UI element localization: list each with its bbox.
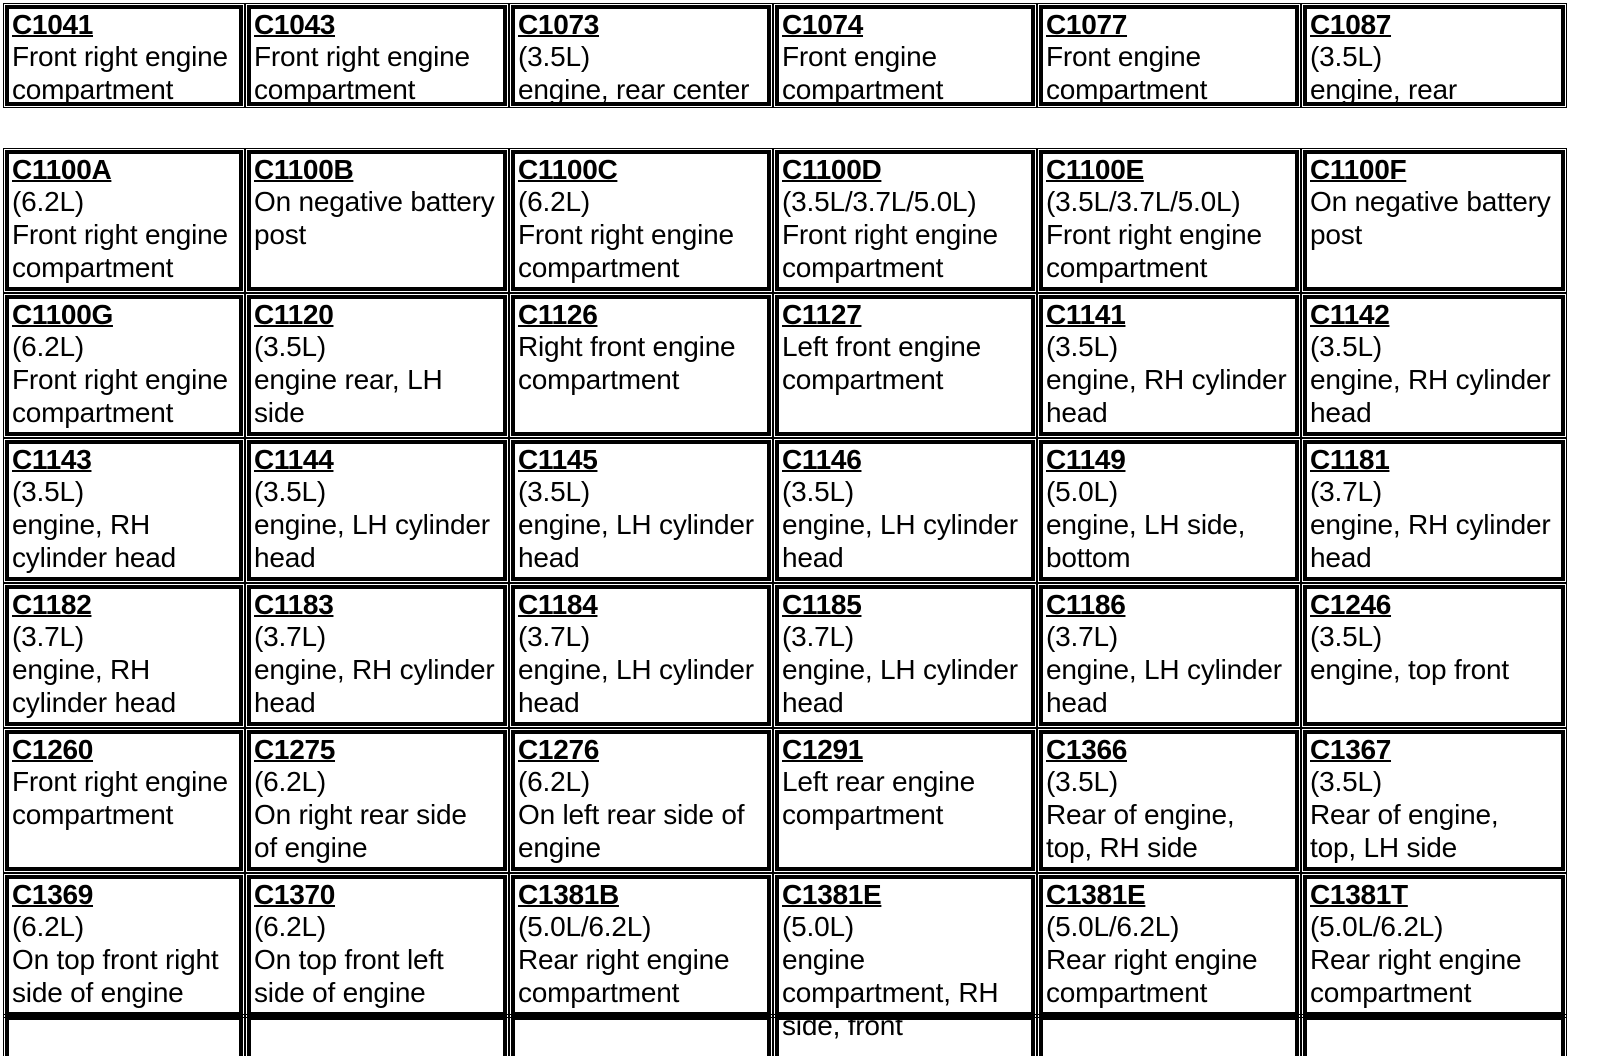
location-line: (3.5L) bbox=[1310, 331, 1382, 362]
table-cell bbox=[511, 875, 771, 1016]
table-cell bbox=[775, 875, 1035, 1041]
connector-code: C1144 bbox=[254, 444, 334, 475]
location-line: Left rear engine bbox=[782, 766, 975, 797]
location-line: (3.5L/3.7L/5.0L) bbox=[1046, 186, 1241, 217]
location-line: (3.5L) bbox=[518, 41, 590, 72]
table-cell-partial bbox=[511, 1016, 771, 1056]
location-line: head bbox=[1046, 687, 1108, 718]
location-line: engine rear, LH bbox=[254, 364, 443, 395]
table-cell bbox=[5, 875, 243, 1016]
connector-code: C1381T bbox=[1310, 879, 1408, 910]
location-line: engine, RH cylinder bbox=[254, 654, 495, 685]
location-line: Rear right engine bbox=[1310, 944, 1522, 975]
location-line: head bbox=[782, 542, 844, 573]
connector-code: C1141 bbox=[1046, 299, 1126, 330]
connector-location bbox=[782, 620, 1031, 719]
table-cell bbox=[511, 585, 771, 726]
location-line: (3.5L) bbox=[1046, 331, 1118, 362]
table-cell bbox=[1303, 295, 1565, 436]
connector-code: C1246 bbox=[1310, 589, 1392, 620]
location-line: (3.5L) bbox=[518, 476, 590, 507]
location-line: On right rear side bbox=[254, 799, 467, 830]
location-line: (6.2L) bbox=[518, 186, 590, 217]
location-line: compartment bbox=[12, 799, 174, 830]
table-cell bbox=[1303, 5, 1565, 106]
connector-location bbox=[254, 475, 503, 574]
location-line: engine, RH cylinder bbox=[1046, 364, 1287, 395]
connector-code: C1074 bbox=[782, 9, 864, 40]
table-cell bbox=[247, 440, 507, 581]
table-cell bbox=[775, 295, 1035, 436]
connector-code: C1381E bbox=[782, 879, 882, 910]
connector-location bbox=[1310, 620, 1561, 686]
location-line: engine, RH cylinder bbox=[1310, 364, 1551, 395]
location-line: (3.7L) bbox=[254, 621, 326, 652]
location-line: (3.5L) bbox=[1310, 41, 1382, 72]
location-line: compartment bbox=[782, 74, 944, 105]
location-line: On top front right bbox=[12, 944, 219, 975]
location-line: (3.5L/3.7L/5.0L) bbox=[782, 186, 977, 217]
table-cell bbox=[5, 730, 243, 871]
location-line: head bbox=[1310, 397, 1372, 428]
location-line: cylinder head bbox=[12, 542, 176, 573]
connector-code: C1381B bbox=[518, 879, 619, 910]
connector-code: C1185 bbox=[782, 589, 862, 620]
location-line: cylinder head bbox=[12, 687, 176, 718]
table-cell-partial bbox=[1303, 1016, 1565, 1056]
table-cell bbox=[247, 875, 507, 1016]
location-line: head bbox=[782, 687, 844, 718]
connector-location bbox=[12, 330, 239, 429]
connector-code: C1146 bbox=[782, 444, 862, 475]
location-line: Right front engine bbox=[518, 331, 736, 362]
location-line: Rear right engine bbox=[518, 944, 730, 975]
table-cell bbox=[1303, 440, 1565, 581]
location-line: head bbox=[518, 542, 580, 573]
connector-code: C1181 bbox=[1310, 444, 1390, 475]
connector-code: C1291 bbox=[782, 734, 864, 765]
location-line: head bbox=[254, 687, 316, 718]
table-cell bbox=[1039, 585, 1299, 726]
table-cell bbox=[1039, 440, 1299, 581]
connector-location bbox=[1310, 185, 1561, 251]
connector-code: C1275 bbox=[254, 734, 336, 765]
location-line: compartment, RH bbox=[782, 977, 999, 1008]
connector-code: C1073 bbox=[518, 9, 600, 40]
connector-code: C1369 bbox=[12, 879, 94, 910]
location-line: head bbox=[1310, 542, 1372, 573]
connector-code: C1184 bbox=[518, 589, 598, 620]
connector-location bbox=[254, 40, 503, 106]
connector-code: C1182 bbox=[12, 589, 92, 620]
location-line: (3.5L) bbox=[782, 476, 854, 507]
table-cell bbox=[775, 730, 1035, 871]
location-line: side of engine bbox=[254, 977, 426, 1008]
location-line: Front right engine bbox=[12, 41, 228, 72]
connector-code: C1126 bbox=[518, 299, 598, 330]
table-cell bbox=[247, 585, 507, 726]
location-line: compartment bbox=[254, 74, 416, 105]
location-line: engine, LH cylinder bbox=[782, 509, 1018, 540]
connector-location bbox=[12, 475, 239, 574]
connector-location bbox=[1310, 330, 1561, 429]
connector-code: C1186 bbox=[1046, 589, 1126, 620]
connector-location bbox=[518, 330, 767, 396]
location-line: head bbox=[1046, 397, 1108, 428]
location-line: post bbox=[1310, 219, 1363, 250]
table-cell bbox=[775, 585, 1035, 726]
connector-code: C1381E bbox=[1046, 879, 1146, 910]
table-cell bbox=[511, 440, 771, 581]
location-line: top, RH side bbox=[1046, 832, 1198, 863]
location-line: (3.5L) bbox=[1310, 621, 1382, 652]
location-line: (3.5L) bbox=[1310, 766, 1382, 797]
connector-code: C1183 bbox=[254, 589, 334, 620]
table-cell bbox=[1303, 150, 1565, 291]
connector-location bbox=[782, 185, 1031, 284]
location-line: engine, LH cylinder bbox=[782, 654, 1018, 685]
location-line: side bbox=[254, 397, 305, 428]
location-line: compartment bbox=[1046, 977, 1208, 1008]
table-cell bbox=[1039, 150, 1299, 291]
location-line: (3.7L) bbox=[12, 621, 84, 652]
location-line: of engine bbox=[254, 832, 368, 863]
connector-location bbox=[1046, 620, 1295, 719]
table-cell bbox=[1039, 295, 1299, 436]
location-line: compartment bbox=[782, 799, 944, 830]
table-cell bbox=[1303, 585, 1565, 726]
connector-location bbox=[782, 765, 1031, 831]
location-line: compartment bbox=[1046, 74, 1208, 105]
connector-code: C1043 bbox=[254, 9, 336, 40]
connector-location bbox=[518, 910, 767, 1009]
connector-location-table bbox=[5, 5, 1565, 1041]
table-cell-partial bbox=[247, 1016, 507, 1056]
table-cell bbox=[511, 150, 771, 291]
connector-code: C1100D bbox=[782, 154, 882, 185]
connector-code: C1142 bbox=[1310, 299, 1390, 330]
location-line: Rear right engine bbox=[1046, 944, 1258, 975]
table-cell bbox=[775, 440, 1035, 581]
connector-code: C1100E bbox=[1046, 154, 1144, 185]
location-line: engine, rear bbox=[1310, 74, 1458, 105]
location-line: compartment bbox=[12, 397, 174, 428]
location-line: top, LH side bbox=[1310, 832, 1458, 863]
location-line: Front engine bbox=[782, 41, 937, 72]
connector-location bbox=[1046, 185, 1295, 284]
location-line: compartment bbox=[782, 252, 944, 283]
table-cell bbox=[511, 5, 771, 106]
connector-location bbox=[1046, 910, 1295, 1009]
connector-location bbox=[12, 910, 239, 1009]
location-line: engine, RH bbox=[12, 654, 151, 685]
location-line: (6.2L) bbox=[12, 331, 84, 362]
location-line: compartment bbox=[12, 252, 174, 283]
location-line: engine, LH cylinder bbox=[254, 509, 490, 540]
connector-location bbox=[254, 185, 503, 251]
connector-location bbox=[518, 620, 767, 719]
location-line: engine, RH cylinder bbox=[1310, 509, 1551, 540]
location-line: (5.0L) bbox=[1046, 476, 1118, 507]
location-line: Front right engine bbox=[12, 219, 228, 250]
location-line: Front right engine bbox=[782, 219, 998, 250]
table-cell-partial bbox=[5, 1016, 243, 1056]
location-line: Rear of engine, bbox=[1310, 799, 1499, 830]
location-line: bottom bbox=[1046, 542, 1131, 573]
table-cell bbox=[1303, 730, 1565, 871]
location-line: head bbox=[254, 542, 316, 573]
location-line: post bbox=[254, 219, 307, 250]
location-line: engine, top front bbox=[1310, 654, 1509, 685]
table-cell bbox=[5, 295, 243, 436]
table-cell bbox=[1039, 5, 1299, 106]
location-line: engine, LH cylinder bbox=[518, 509, 754, 540]
table-cell bbox=[1039, 730, 1299, 871]
connector-location bbox=[518, 185, 767, 284]
location-line: On top front left bbox=[254, 944, 444, 975]
connector-code: C1370 bbox=[254, 879, 336, 910]
table-cell-partial bbox=[775, 1016, 1035, 1056]
connector-location bbox=[12, 765, 239, 831]
table-cell bbox=[5, 150, 243, 291]
location-line: Front right engine bbox=[12, 766, 228, 797]
location-line: compartment bbox=[518, 977, 680, 1008]
connector-code: C1149 bbox=[1046, 444, 1126, 475]
table-cell bbox=[775, 150, 1035, 291]
table-cell-partial bbox=[1039, 1016, 1299, 1056]
connector-location bbox=[518, 475, 767, 574]
location-line: (6.2L) bbox=[12, 911, 84, 942]
connector-location bbox=[254, 765, 503, 864]
connector-location bbox=[1310, 910, 1561, 1009]
location-line: engine, RH bbox=[12, 509, 151, 540]
connector-location bbox=[782, 330, 1031, 396]
location-line: (6.2L) bbox=[254, 911, 326, 942]
location-line: Rear of engine, bbox=[1046, 799, 1235, 830]
location-line: Left front engine bbox=[782, 331, 981, 362]
location-line: head bbox=[518, 687, 580, 718]
location-line: compartment bbox=[518, 252, 680, 283]
connector-location bbox=[1046, 475, 1295, 574]
connector-location bbox=[1046, 40, 1295, 106]
location-line: (5.0L) bbox=[782, 911, 854, 942]
location-line: (3.5L) bbox=[254, 476, 326, 507]
connector-code: C1143 bbox=[12, 444, 92, 475]
location-line: Front right engine bbox=[12, 364, 228, 395]
table-cell bbox=[511, 730, 771, 871]
connector-code: C1127 bbox=[782, 299, 862, 330]
location-line: side, front bbox=[782, 1010, 903, 1041]
location-line: engine bbox=[782, 944, 865, 975]
table-cell bbox=[247, 150, 507, 291]
table-cell bbox=[511, 295, 771, 436]
connector-code: C1120 bbox=[254, 299, 334, 330]
connector-code: C1077 bbox=[1046, 9, 1128, 40]
connector-code: C1100A bbox=[12, 154, 112, 185]
location-line: (5.0L/6.2L) bbox=[1310, 911, 1444, 942]
connector-code: C1367 bbox=[1310, 734, 1392, 765]
table-cell bbox=[5, 440, 243, 581]
location-line: Front engine bbox=[1046, 41, 1201, 72]
location-line: Front right engine bbox=[1046, 219, 1262, 250]
table-cell bbox=[5, 585, 243, 726]
location-line: (3.7L) bbox=[518, 621, 590, 652]
connector-location bbox=[254, 330, 503, 429]
table-cell bbox=[1039, 875, 1299, 1016]
table-cell bbox=[247, 5, 507, 106]
location-line: (3.7L) bbox=[782, 621, 854, 652]
location-line: (5.0L/6.2L) bbox=[1046, 911, 1180, 942]
connector-location bbox=[1310, 40, 1561, 106]
connector-location bbox=[12, 620, 239, 719]
connector-location bbox=[12, 40, 239, 106]
connector-location bbox=[254, 620, 503, 719]
location-line: (5.0L/6.2L) bbox=[518, 911, 652, 942]
location-line: Front right engine bbox=[254, 41, 470, 72]
connector-code: C1087 bbox=[1310, 9, 1392, 40]
connector-location bbox=[518, 40, 767, 106]
connector-location bbox=[1310, 475, 1561, 574]
location-line: compartment bbox=[12, 74, 174, 105]
location-line: (3.5L) bbox=[254, 331, 326, 362]
location-line: compartment bbox=[782, 364, 944, 395]
table-cell bbox=[1303, 875, 1565, 1016]
connector-code: C1260 bbox=[12, 734, 94, 765]
connector-code: C1276 bbox=[518, 734, 600, 765]
location-line: side of engine bbox=[12, 977, 184, 1008]
connector-location bbox=[782, 40, 1031, 106]
connector-location bbox=[1046, 765, 1295, 864]
next-row-partial bbox=[5, 1016, 1565, 1056]
table-cell bbox=[5, 5, 243, 106]
connector-location bbox=[1310, 765, 1561, 864]
table-cell bbox=[247, 295, 507, 436]
location-line: On left rear side of bbox=[518, 799, 745, 830]
connector-code: C1145 bbox=[518, 444, 598, 475]
location-line: (3.5L) bbox=[1046, 766, 1118, 797]
location-line: (6.2L) bbox=[12, 186, 84, 217]
connector-code: C1100C bbox=[518, 154, 618, 185]
location-line: compartment bbox=[1310, 977, 1472, 1008]
connector-location bbox=[12, 185, 239, 284]
connector-code: C1041 bbox=[12, 9, 94, 40]
table-cell bbox=[775, 5, 1035, 106]
connector-location bbox=[1046, 330, 1295, 429]
location-line: (3.7L) bbox=[1046, 621, 1118, 652]
location-line: engine bbox=[518, 832, 601, 863]
location-line: engine, LH side, bbox=[1046, 509, 1246, 540]
connector-code: C1100F bbox=[1310, 154, 1407, 185]
location-line: engine, LH cylinder bbox=[1046, 654, 1282, 685]
connector-code: C1100G bbox=[12, 299, 113, 330]
location-line: engine, LH cylinder bbox=[518, 654, 754, 685]
location-line: compartment bbox=[1046, 252, 1208, 283]
location-line: (6.2L) bbox=[254, 766, 326, 797]
location-line: engine, rear center bbox=[518, 74, 750, 105]
location-line: (6.2L) bbox=[518, 766, 590, 797]
location-line: (3.5L) bbox=[12, 476, 84, 507]
connector-code: C1100B bbox=[254, 154, 354, 185]
location-line: compartment bbox=[518, 364, 680, 395]
location-line: Front right engine bbox=[518, 219, 734, 250]
location-line: (3.7L) bbox=[1310, 476, 1382, 507]
connector-location bbox=[782, 475, 1031, 574]
location-line: On negative battery bbox=[254, 186, 495, 217]
connector-location bbox=[518, 765, 767, 864]
connector-code: C1366 bbox=[1046, 734, 1128, 765]
location-line: On negative battery bbox=[1310, 186, 1551, 217]
connector-location bbox=[254, 910, 503, 1009]
table-cell bbox=[247, 730, 507, 871]
